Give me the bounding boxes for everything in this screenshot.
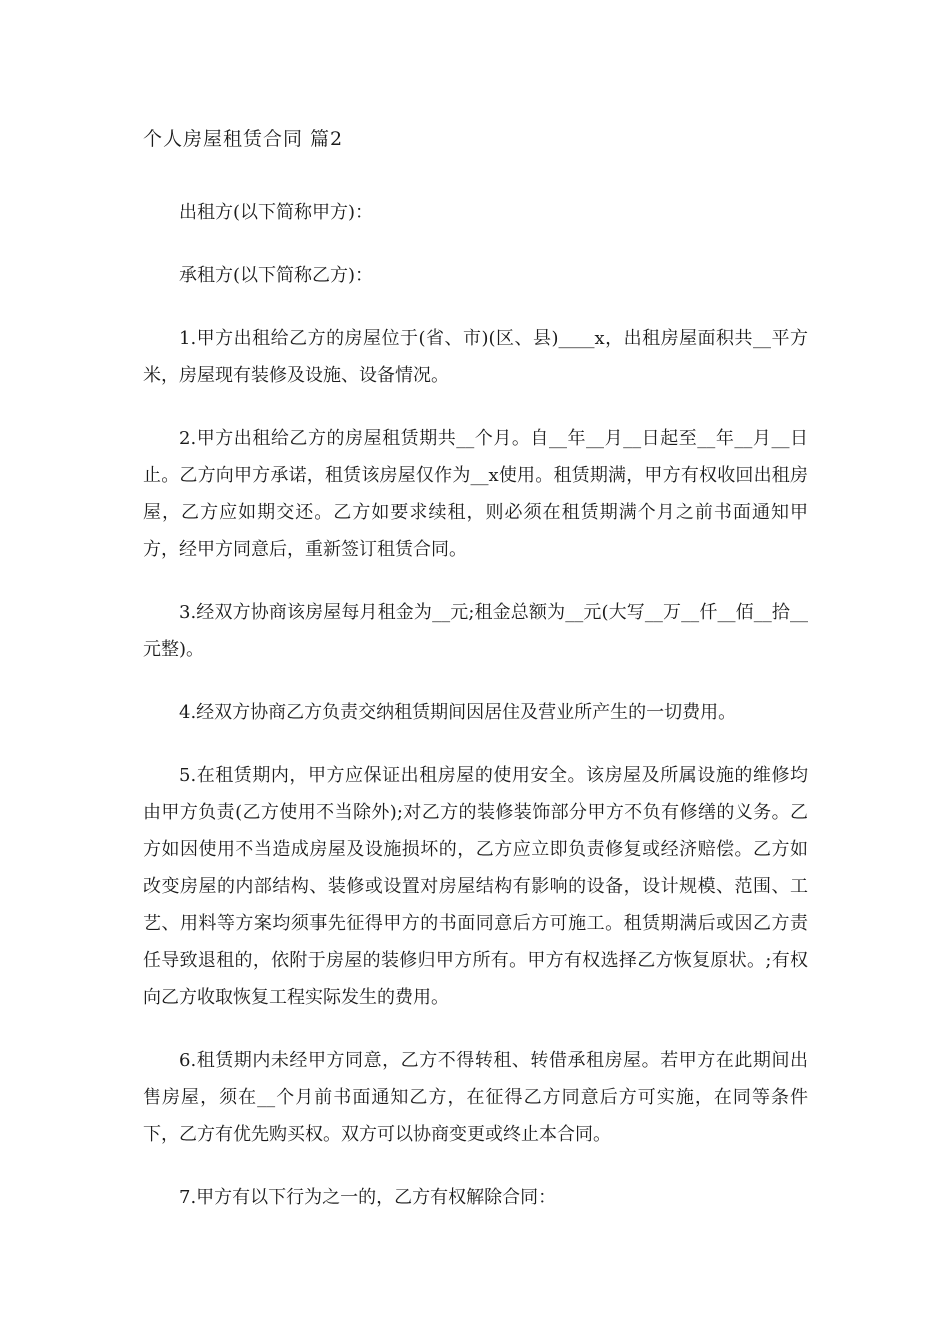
paragraph-lessor: 出租方(以下简称甲方)： (179, 202, 374, 223)
clause-6: 6.租赁期内未经甲方同意，乙方不得转租、转借承租房屋。若甲方在此期间出售房屋，须在__个月前书面通知乙方，在征得乙方同意后方可实施，在同等条件下，乙方有优先购买权。双方可以协商变更或终止本合同。 (143, 1050, 808, 1145)
paragraph-lessee: 承租方(以下简称乙方)： (179, 265, 374, 286)
document-body (143, 194, 808, 1242)
clause-3: 3.经双方协商该房屋每月租金为__元;租金总额为__元(大写__万__仟__佰__拾__元整)。 (143, 602, 808, 660)
clause-7: 7.甲方有以下行为之一的，乙方有权解除合同： (179, 1187, 557, 1208)
clause-5: 5.在租赁期内，甲方应保证出租房屋的使用安全。该房屋及所属设施的维修均由甲方负责(乙方使用不当除外);对乙方的装修装饰部分甲方不负有修缮的义务。乙方如因使用不当造成房屋及设施损坏的，乙方应立即负责修复或经济赔偿。乙方如改变房屋的内部结构、装修或设置对房屋结构有影响的设备，设计规模、范围、工艺、用料等方案均须事先征得甲方的书面同意后方可施工。租赁期满后或因乙方责任导致退租的，依附于房屋的装修归甲方所有。甲方有权选择乙方恢复原状。;有权向乙方收取恢复工程实际发生的费用。 (143, 765, 808, 1008)
clause-2: 2.甲方出租给乙方的房屋租赁期共__个月。自__年__月__日起至__年__月__日止。乙方向甲方承诺，租赁该房屋仅作为__x使用。租赁期满，甲方有权收回出租房屋，乙方应如期交还。乙方如要求续租，则必须在租赁期满个月之前书面通知甲方，经甲方同意后，重新签订租赁合同。 (143, 428, 808, 560)
clause-1: 1.甲方出租给乙方的房屋位于(省、市)(区、县)____x，出租房屋面积共__平方米，房屋现有装修及设施、设备情况。 (143, 328, 808, 386)
clause-4: 4.经双方协商乙方负责交纳租赁期间因居住及营业所产生的一切费用。 (179, 702, 737, 723)
document-title: 个人房屋租赁合同 篇2 (143, 128, 344, 150)
